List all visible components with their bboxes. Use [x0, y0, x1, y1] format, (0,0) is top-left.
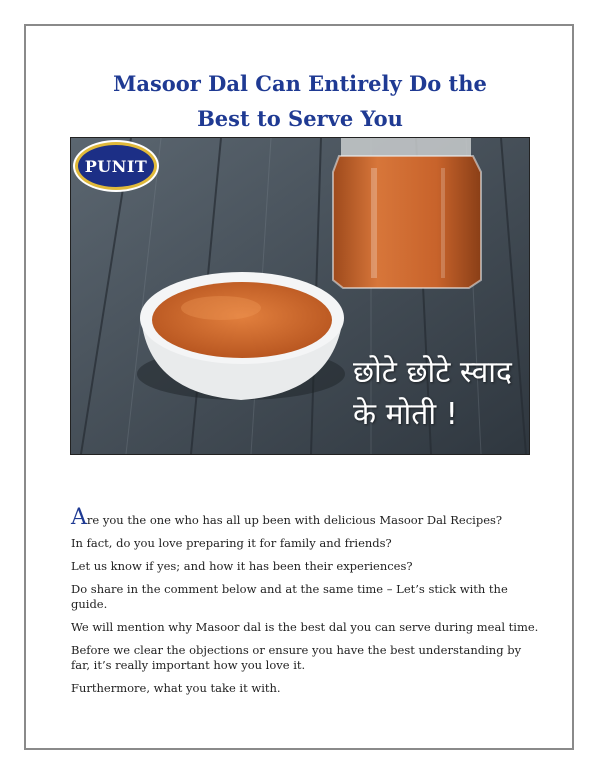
paragraph: We will mention why Masoor dal is the best dal you can serve during meal time.	[71, 620, 539, 634]
hindi-caption-line-1: छोटे छोटे स्वाद	[353, 355, 512, 390]
article-body	[71, 505, 541, 704]
punit-logo	[75, 142, 157, 190]
hindi-caption-line-2: के मोती !	[353, 397, 458, 432]
lentil-bowl	[137, 272, 345, 400]
paragraph-intro-text: re you the one who has all up been with delicious Masoor Dal Recipes?	[86, 513, 503, 527]
page-title-line-2: Best to Serve You	[197, 106, 403, 131]
hero-image	[70, 137, 530, 455]
drop-cap: A	[71, 505, 87, 530]
page-title-line-1: Masoor Dal Can Entirely Do the	[113, 71, 487, 96]
paragraph: Before we clear the objections or ensure you have the best understanding by far, it’s really important how you love it.	[71, 643, 522, 672]
paragraph: Let us know if yes; and how it has been their experiences?	[71, 559, 413, 573]
logo-text: PUNIT	[84, 156, 148, 176]
paragraph: Furthermore, what you take it with.	[71, 681, 281, 695]
paragraph: In fact, do you love preparing it for family and friends?	[71, 536, 392, 550]
paragraph-intro	[71, 505, 541, 530]
paragraph: Do share in the comment below and at the same time – Let’s stick with the guide.	[71, 582, 508, 611]
lentil-jar	[333, 138, 481, 288]
